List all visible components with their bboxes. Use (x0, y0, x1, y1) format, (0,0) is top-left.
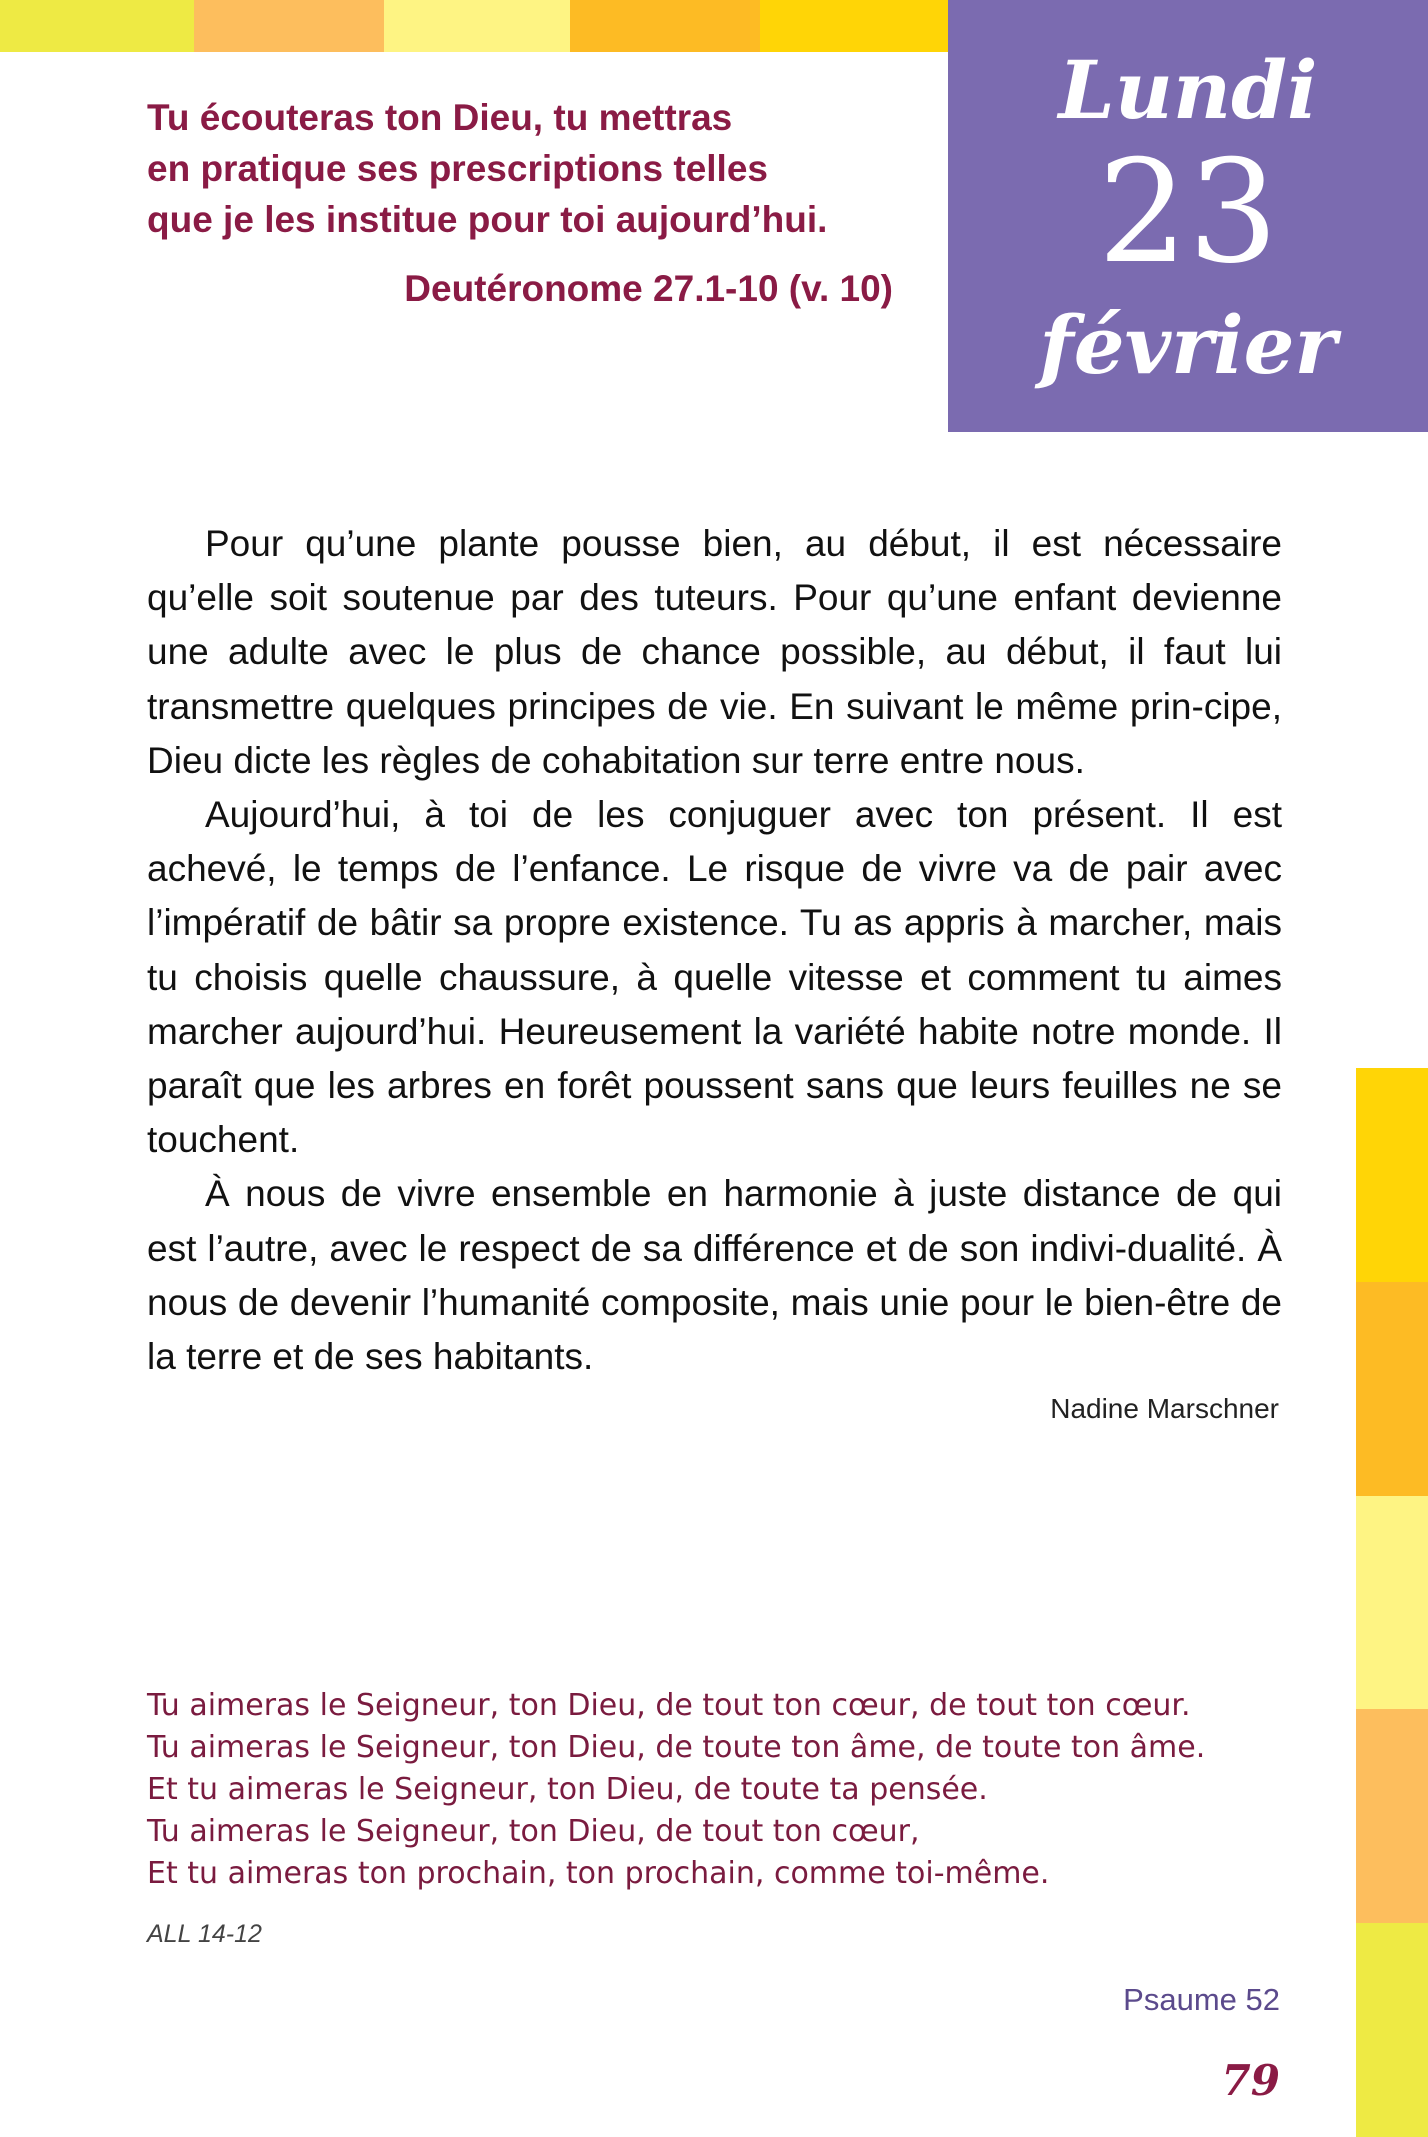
verse-reference: Deutéronome 27.1-10 (v. 10) (404, 268, 893, 309)
side-band-segment (1356, 1282, 1428, 1496)
meditation-paragraph: Pour qu’une plante pousse bien, au début, il est nécessaire qu’elle soit soutenue par des tuteurs. Pour qu’une enfant devienne une adulte avec le plus de chance possible, au début, il faut lui transmettre quelques principes de vie. En suivant le même prin-cipe, Dieu dicte les règles de cohabitation sur terre entre nous. (147, 523, 1282, 781)
bible-verse (147, 92, 907, 245)
top-band-segment (0, 0, 194, 52)
side-color-band (1356, 1068, 1428, 2137)
song-lyrics (147, 1685, 1247, 1895)
side-band-segment (1356, 1068, 1428, 1282)
song-line: Et tu aimeras le Seigneur, ton Dieu, de toute ta pensée. (147, 1772, 988, 1807)
song-line: Tu aimeras le Seigneur, ton Dieu, de tout ton cœur, de tout ton cœur. (147, 1688, 1191, 1723)
verse-line: en pratique ses prescriptions telles (147, 148, 768, 189)
verse-line: Tu écouteras ton Dieu, tu mettras (147, 97, 733, 138)
top-band-segment (384, 0, 570, 52)
top-band-segment (570, 0, 760, 52)
song-line: Et tu aimeras ton prochain, ton prochain, comme toi-même. (147, 1856, 1050, 1891)
psalm-reference: Psaume 52 (1123, 1982, 1280, 2017)
song-code: ALL 14-12 (147, 1920, 262, 1948)
top-band-segment (194, 0, 384, 52)
verse-line: que je les institue pour toi aujourd’hui. (147, 199, 828, 240)
meditation-paragraph: À nous de vivre ensemble en harmonie à juste distance de qui est l’autre, avec le respect de sa différence et de son indivi-dualité. À nous de devenir l’humanité composite, mais unie pour le bien-être de la terre et de ses habitants. (147, 1173, 1282, 1378)
meditation-text (147, 517, 1282, 1384)
side-band-segment (1356, 1923, 1428, 2137)
author-name: Nadine Marschner (1050, 1393, 1279, 1424)
date-box (948, 0, 1428, 432)
date-month: février (1039, 298, 1337, 392)
top-band-segment (760, 0, 948, 52)
date-weekday: Lundi (1058, 43, 1318, 137)
page-number: 79 (1221, 2056, 1280, 2105)
meditation-paragraph: Aujourd’hui, à toi de les conjuguer avec ton présent. Il est achevé, le temps de l’enfance. Le risque de vivre va de pair avec l’impératif de bâtir sa propre existence. Tu as appris à marcher, mais tu choisis quelle chaussure, à quelle vitesse et comment tu aimes marcher aujourd’hui. Heureusement la variété habite notre monde. Il paraît que les arbres en forêt poussent sans que leurs feuilles ne se touchent. (147, 794, 1282, 1161)
song-line: Tu aimeras le Seigneur, ton Dieu, de tout ton cœur, (147, 1814, 920, 1849)
date-day: 23 (1097, 130, 1279, 295)
song-line: Tu aimeras le Seigneur, ton Dieu, de toute ton âme, de toute ton âme. (147, 1730, 1206, 1765)
side-band-segment (1356, 1709, 1428, 1923)
side-band-segment (1356, 1496, 1428, 1710)
top-color-band (0, 0, 948, 52)
